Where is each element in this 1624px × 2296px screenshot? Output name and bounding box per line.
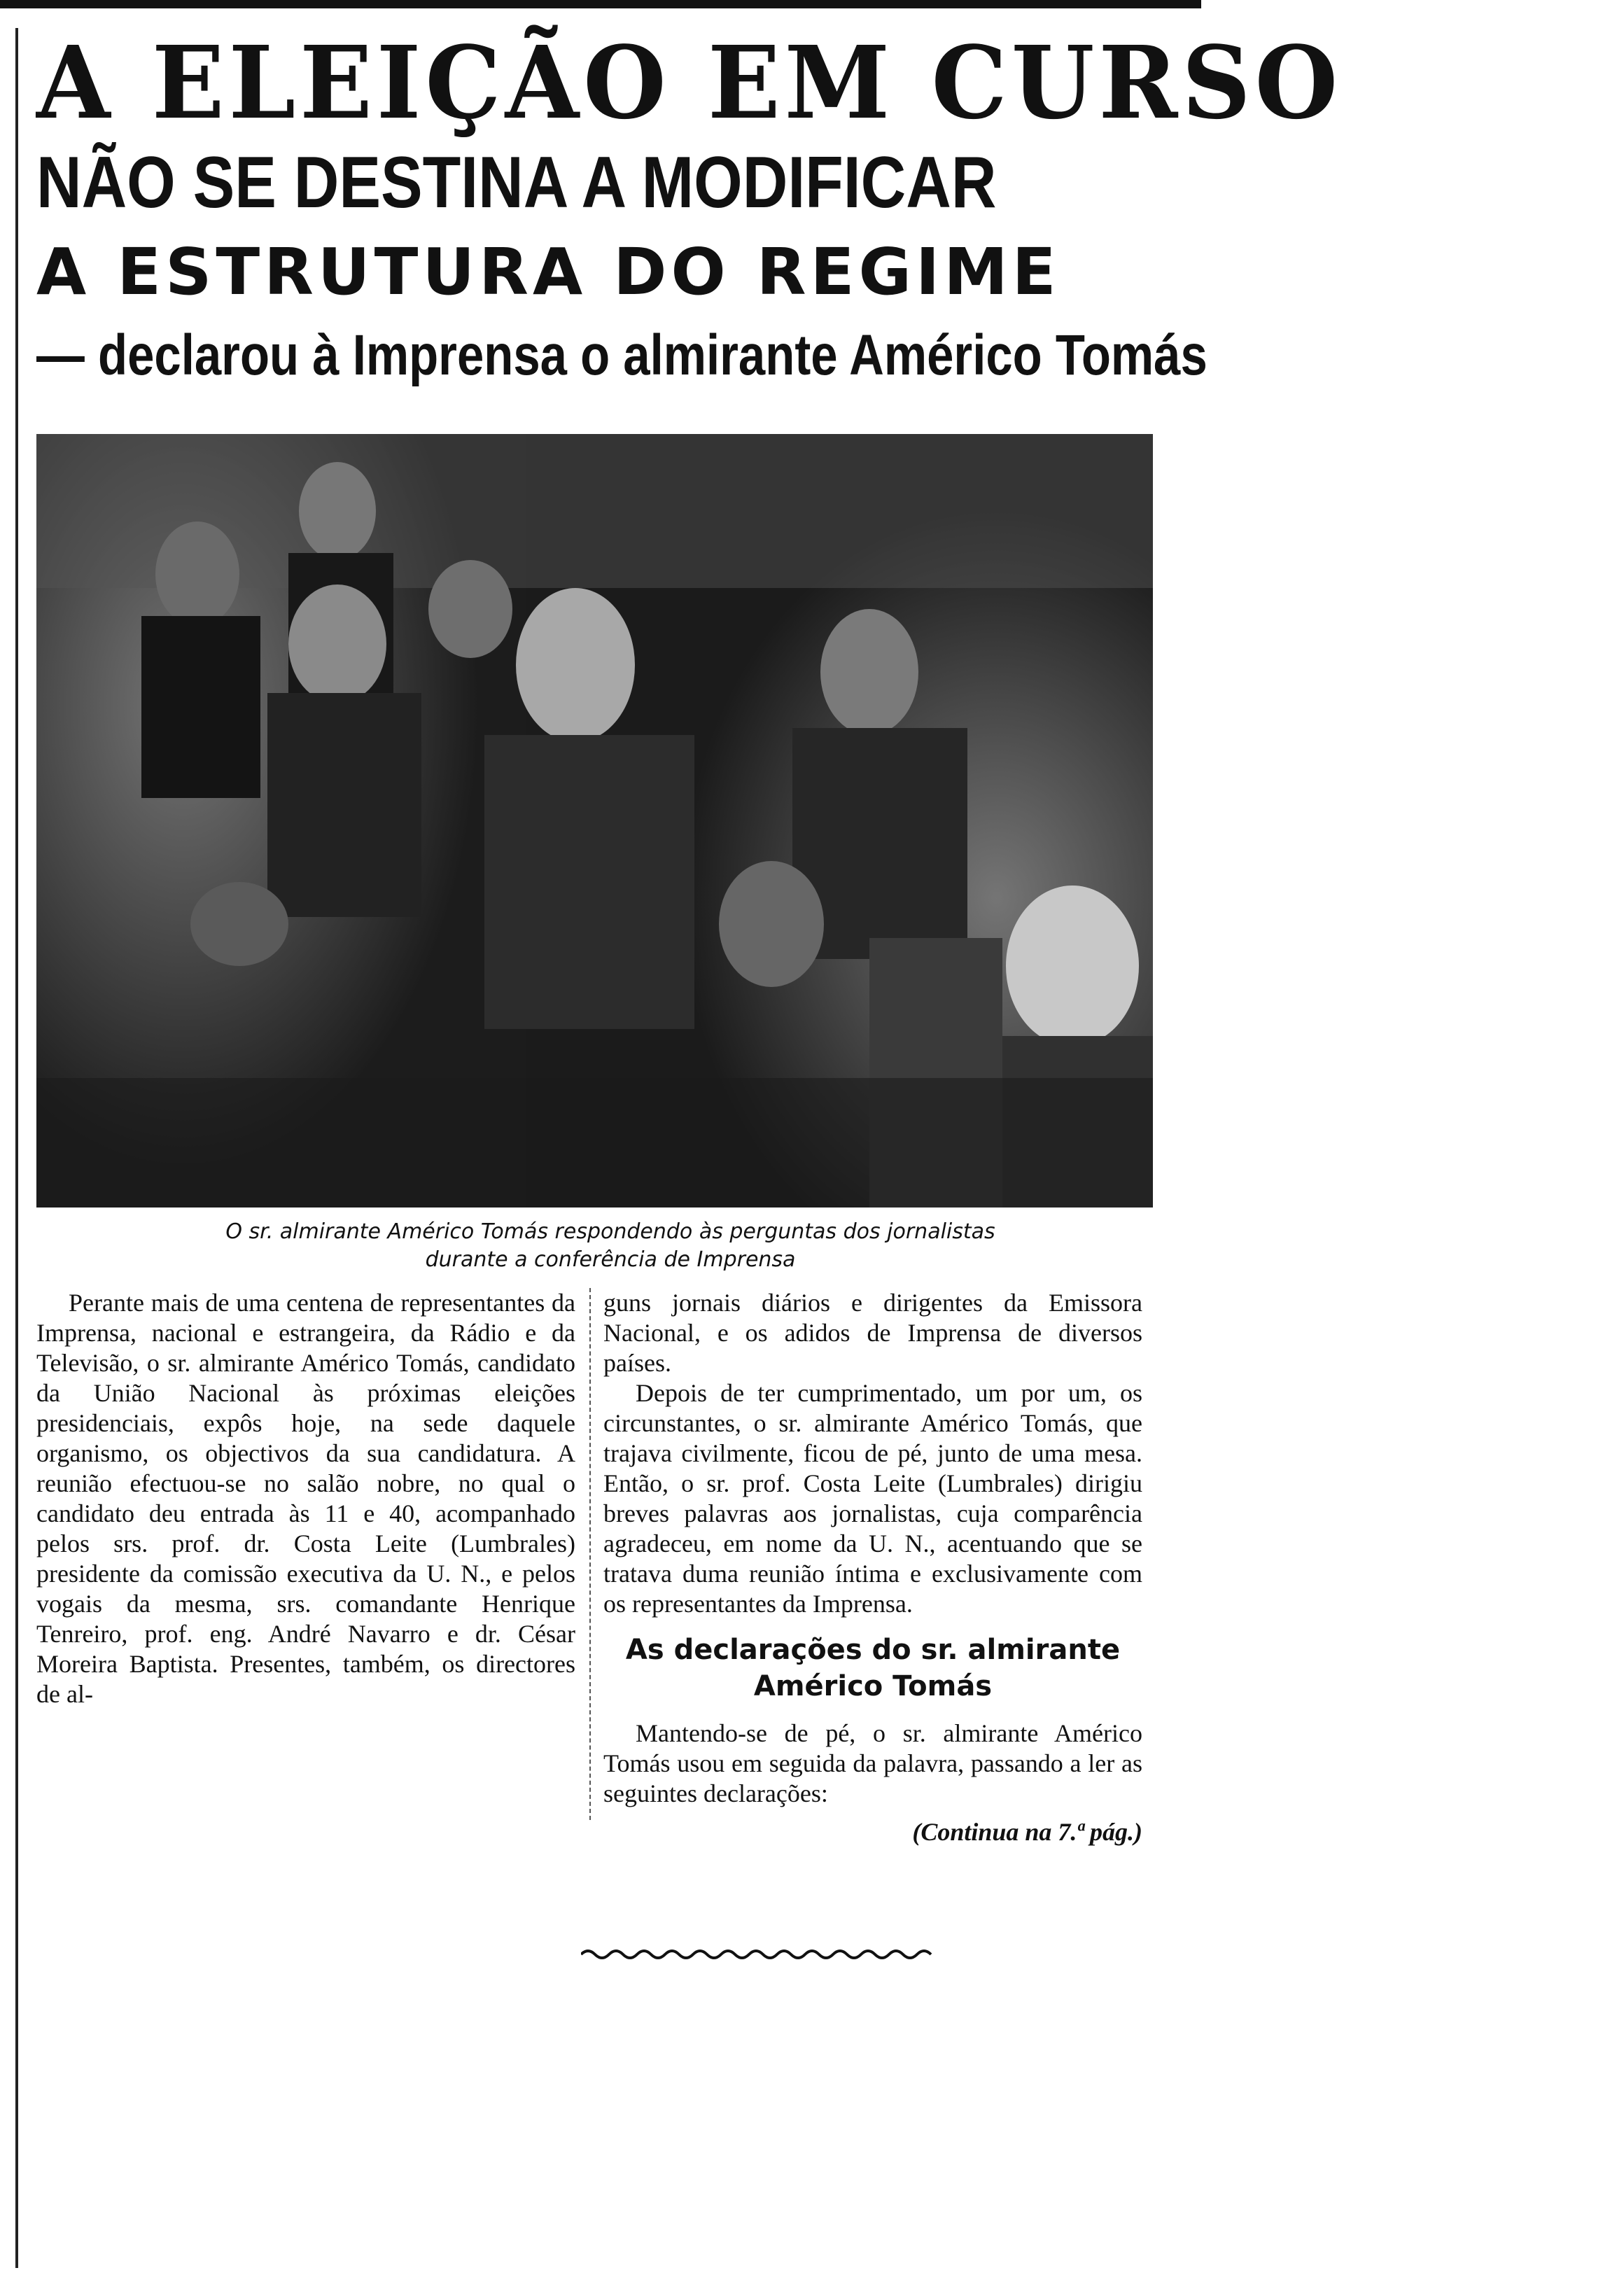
photo-caption (64, 1218, 1156, 1274)
left-margin-rule (15, 28, 18, 2268)
column-1 (36, 1288, 575, 1709)
headline-line-2: NÃO SE DESTINA A MODIFICAR (36, 142, 997, 223)
column-divider (589, 1288, 592, 1820)
paragraph: Mantendo-se de pé, o sr. almirante Américo Tomás usou em seguida da palavra, passando a ler as seguintes declarações: (603, 1719, 1142, 1807)
headline-line-3: A ESTRUTURA DO REGIME (36, 234, 1060, 309)
top-border (0, 0, 1201, 8)
headline-line-1: A ELEIÇÃO EM CURSO (36, 24, 1343, 142)
paragraph: Perante mais de uma centena de representantes da Imprensa, nacional e estrangeira, da Rádio e da Televisão, o sr. almirante Américo Tomás, candidato da União Nacional às próximas eleições presidenciais, expôs hoje, na sede daquele organismo, os objectivos da sua candidatura. A reunião efectuou-se no salão nobre, no qual o candidato deu entrada às 11 e 40, acompanhado pelos srs. prof. dr. Costa Leite (Lumbrales) presidente da comissão executiva da U. N., e pelos vogais da mesma, srs. comandante Henrique Tenreiro, prof. eng. André Navarro e dr. César Moreira Baptista. Presentes, também, os directores de al- (36, 1289, 575, 1708)
caption-line-2: durante a conferência de Imprensa (425, 1247, 796, 1272)
continued-note: (Continua na 7.ª pág.) (912, 1818, 1142, 1846)
newspaper-clipping (36, 24, 1343, 1846)
article-body (36, 1288, 1156, 1846)
subheading: As declarações do sr. almirante Américo Tomás (625, 1634, 1121, 1702)
paragraph: Depois de ter cumprimentado, um por um, os circunstantes, o sr. almirante Américo Tomás, que trajava civilmente, ficou de pé, junto de uma mesa. Então, o sr. prof. Costa Leite (Lumbrales) dirigiu breves palavras aos jornalistas, cuja comparência agradeceu, em nome da U. N., acentuando que se tratava duma reunião íntima e exclusivamente com os representantes da Imprensa. (603, 1379, 1142, 1618)
column-2 (603, 1288, 1142, 1847)
paragraph: guns jornais diários e dirigentes da Emissora Nacional, e os adidos de Imprensa de diversos países. (603, 1289, 1142, 1377)
press-conference-photo (36, 434, 1153, 1208)
headline-line-4: — declarou à Imprensa o almirante Américo Tomás (36, 323, 1208, 387)
caption-line-1: O sr. almirante Américo Tomás respondendo às perguntas dos jornalistas (225, 1219, 995, 1244)
decorative-squiggle (581, 1946, 973, 1963)
